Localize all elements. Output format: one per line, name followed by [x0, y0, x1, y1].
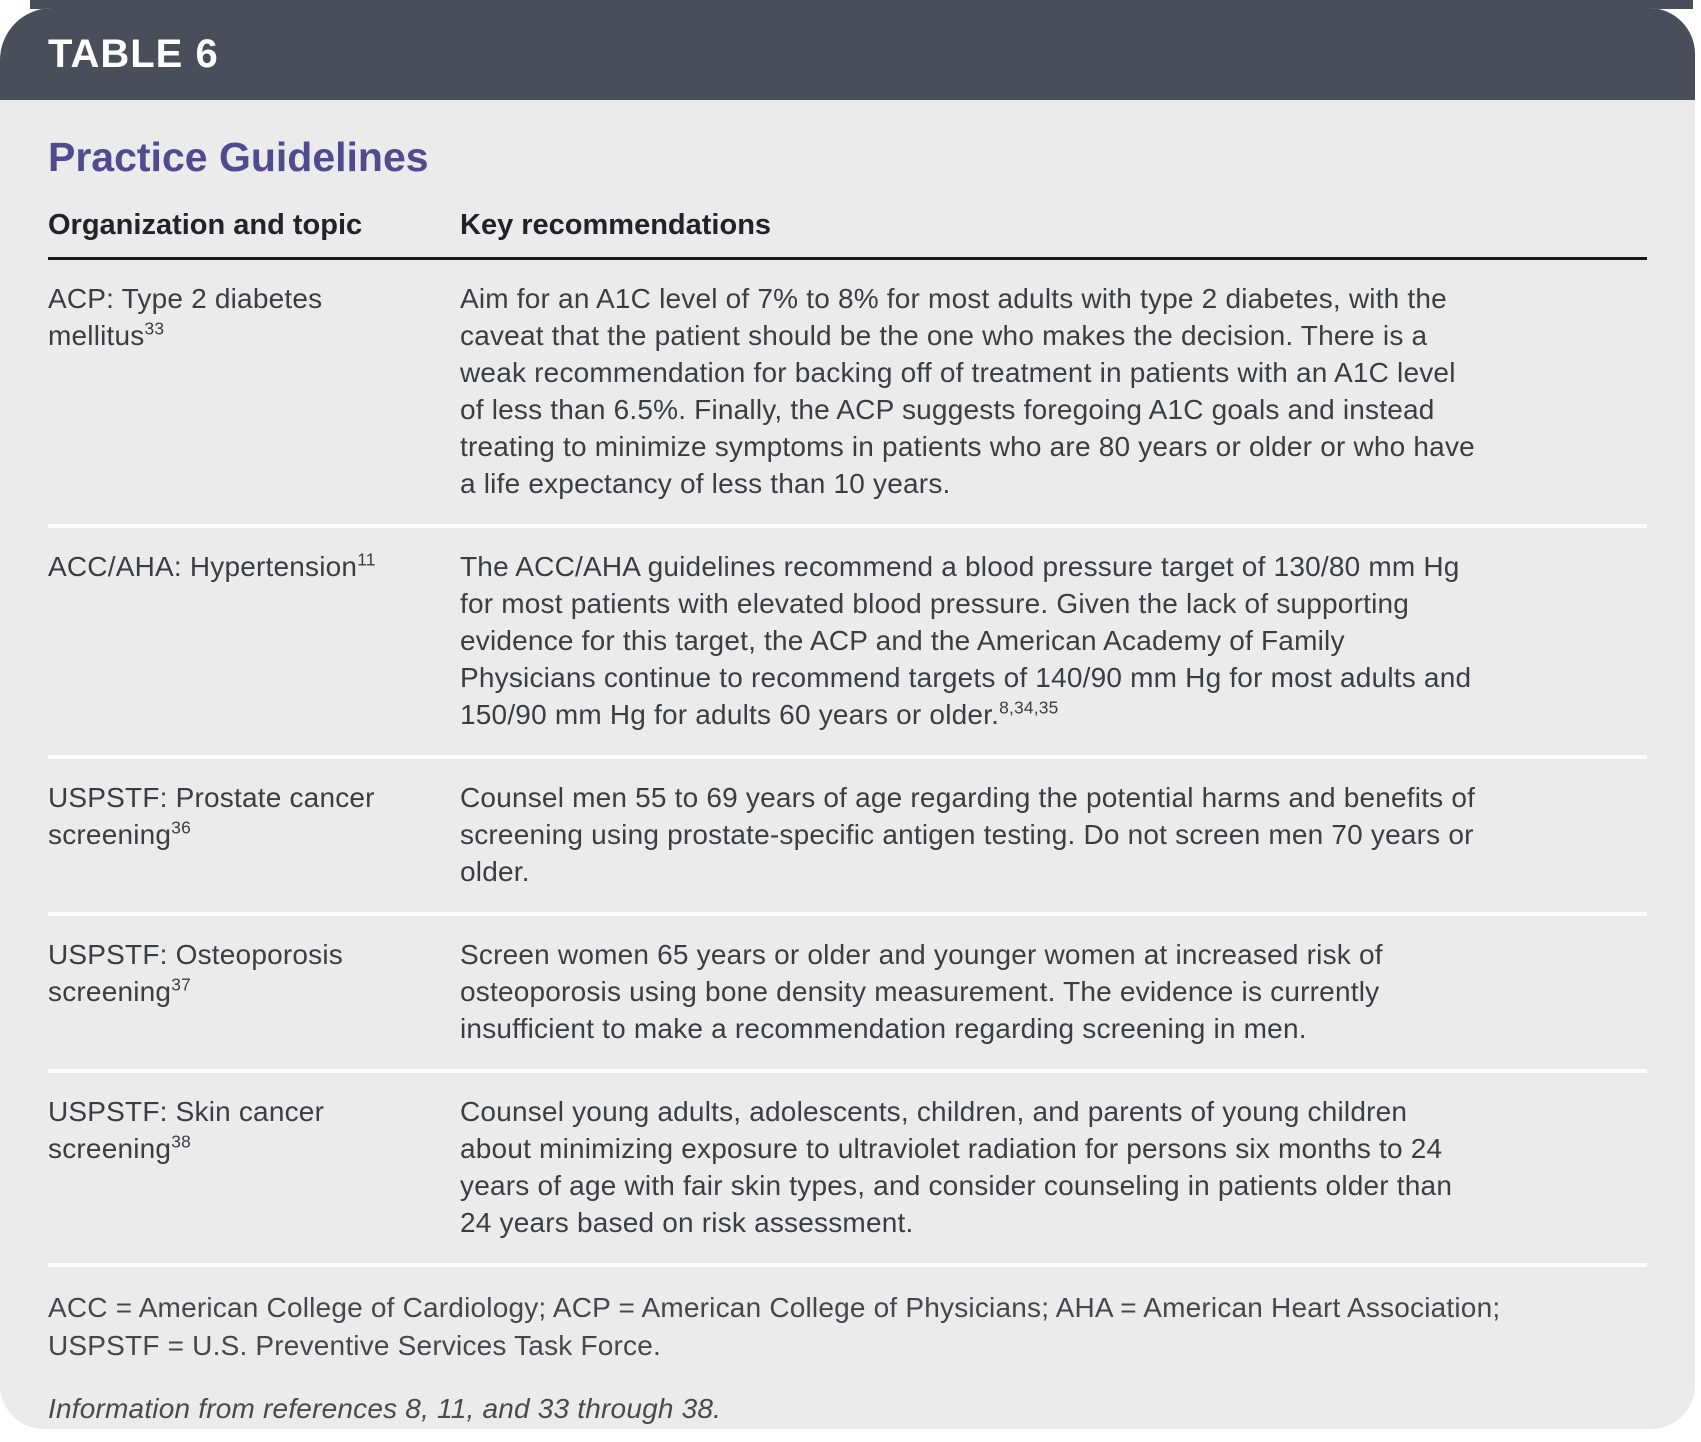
recommendation-cell	[460, 548, 1478, 733]
column-header-organization: Organization and topic	[48, 209, 363, 241]
org-text: USPSTF: Prostate cancer screening	[48, 782, 375, 850]
table-row	[48, 260, 1647, 524]
recommendation-cell	[460, 1093, 1478, 1241]
org-text: USPSTF: Osteoporosis screening	[48, 939, 343, 1007]
source-note: Information from references 8, 11, and 33 through 38.	[48, 1393, 722, 1424]
abbreviations-note: ACC = American College of Cardiology; ACP = American College of Physicians; AHA = American Heart Association; USPSTF = U.S. Preventive Services Task Force.	[48, 1292, 1501, 1361]
table-row	[48, 916, 1647, 1069]
org-reference-superscript: 38	[171, 1131, 191, 1152]
org-text: ACP: Type 2 diabetes mellitus	[48, 283, 323, 351]
org-cell	[48, 280, 404, 502]
table-card	[0, 8, 1695, 1429]
table-number-label: TABLE 6	[48, 31, 219, 76]
recommendation-cell	[460, 779, 1478, 890]
table-title: Practice Guidelines	[48, 134, 429, 180]
recommendation-text: Counsel men 55 to 69 years of age regarding the potential harms and benefits of screening using prostate-specific antigen testing. Do not screen men 70 years or older.	[460, 782, 1476, 887]
table-row	[48, 528, 1647, 755]
recommendation-text: The ACC/AHA guidelines recommend a blood pressure target of 130/80 mm Hg for most patients with elevated blood pressure. Given the lack of supporting evidence for this target, the ACP and the American Academy of Family Physicians continue to recommend targets of 140/90 mm Hg for most adults and 150/90 mm Hg for adults 60 years or older.	[460, 551, 1472, 730]
recommendation-reference-superscript: 8,34,35	[999, 697, 1059, 718]
recommendation-text: Aim for an A1C level of 7% to 8% for most adults with type 2 diabetes, with the caveat that the patient should be the one who makes the decision. There is a weak recommendation for backing off of treatment in patients with an A1C level of less than 6.5%. Finally, the ACP suggests foregoing A1C goals and instead treating to minimize symptoms in patients who are 80 years or older or who have a life expectancy of less than 10 years.	[460, 283, 1475, 499]
recommendation-text: Counsel young adults, adolescents, children, and parents of young children about minimizing exposure to ultraviolet radiation for persons six months to 24 years of age with fair skin types, and consider counseling in patients older than 24 years based on risk assessment.	[460, 1096, 1453, 1238]
table-header-bar	[0, 8, 1695, 100]
recommendation-cell	[460, 280, 1478, 502]
table-column-headers	[48, 209, 1647, 242]
table-row	[48, 1073, 1647, 1263]
org-reference-superscript: 33	[144, 318, 165, 339]
org-reference-superscript: 37	[171, 974, 191, 995]
guidelines-table	[48, 209, 1647, 1267]
org-text: ACC/AHA: Hypertension	[48, 551, 358, 582]
org-cell	[48, 548, 404, 733]
org-cell	[48, 1093, 404, 1241]
table-row	[48, 759, 1647, 912]
org-cell	[48, 779, 404, 890]
org-reference-superscript: 36	[171, 817, 191, 838]
org-reference-superscript: 11	[357, 549, 376, 570]
org-text: USPSTF: Skin cancer screening	[48, 1096, 325, 1164]
footer-divider	[48, 1263, 1647, 1267]
column-header-recommendations: Key recommendations	[460, 209, 772, 241]
table-body	[0, 100, 1695, 1425]
org-cell	[48, 936, 404, 1047]
recommendation-text: Screen women 65 years or older and younger women at increased risk of osteoporosis using bone density measurement. The evidence is currently insufficient to make a recommendation regarding screening in men.	[460, 939, 1383, 1044]
recommendation-cell	[460, 936, 1478, 1047]
